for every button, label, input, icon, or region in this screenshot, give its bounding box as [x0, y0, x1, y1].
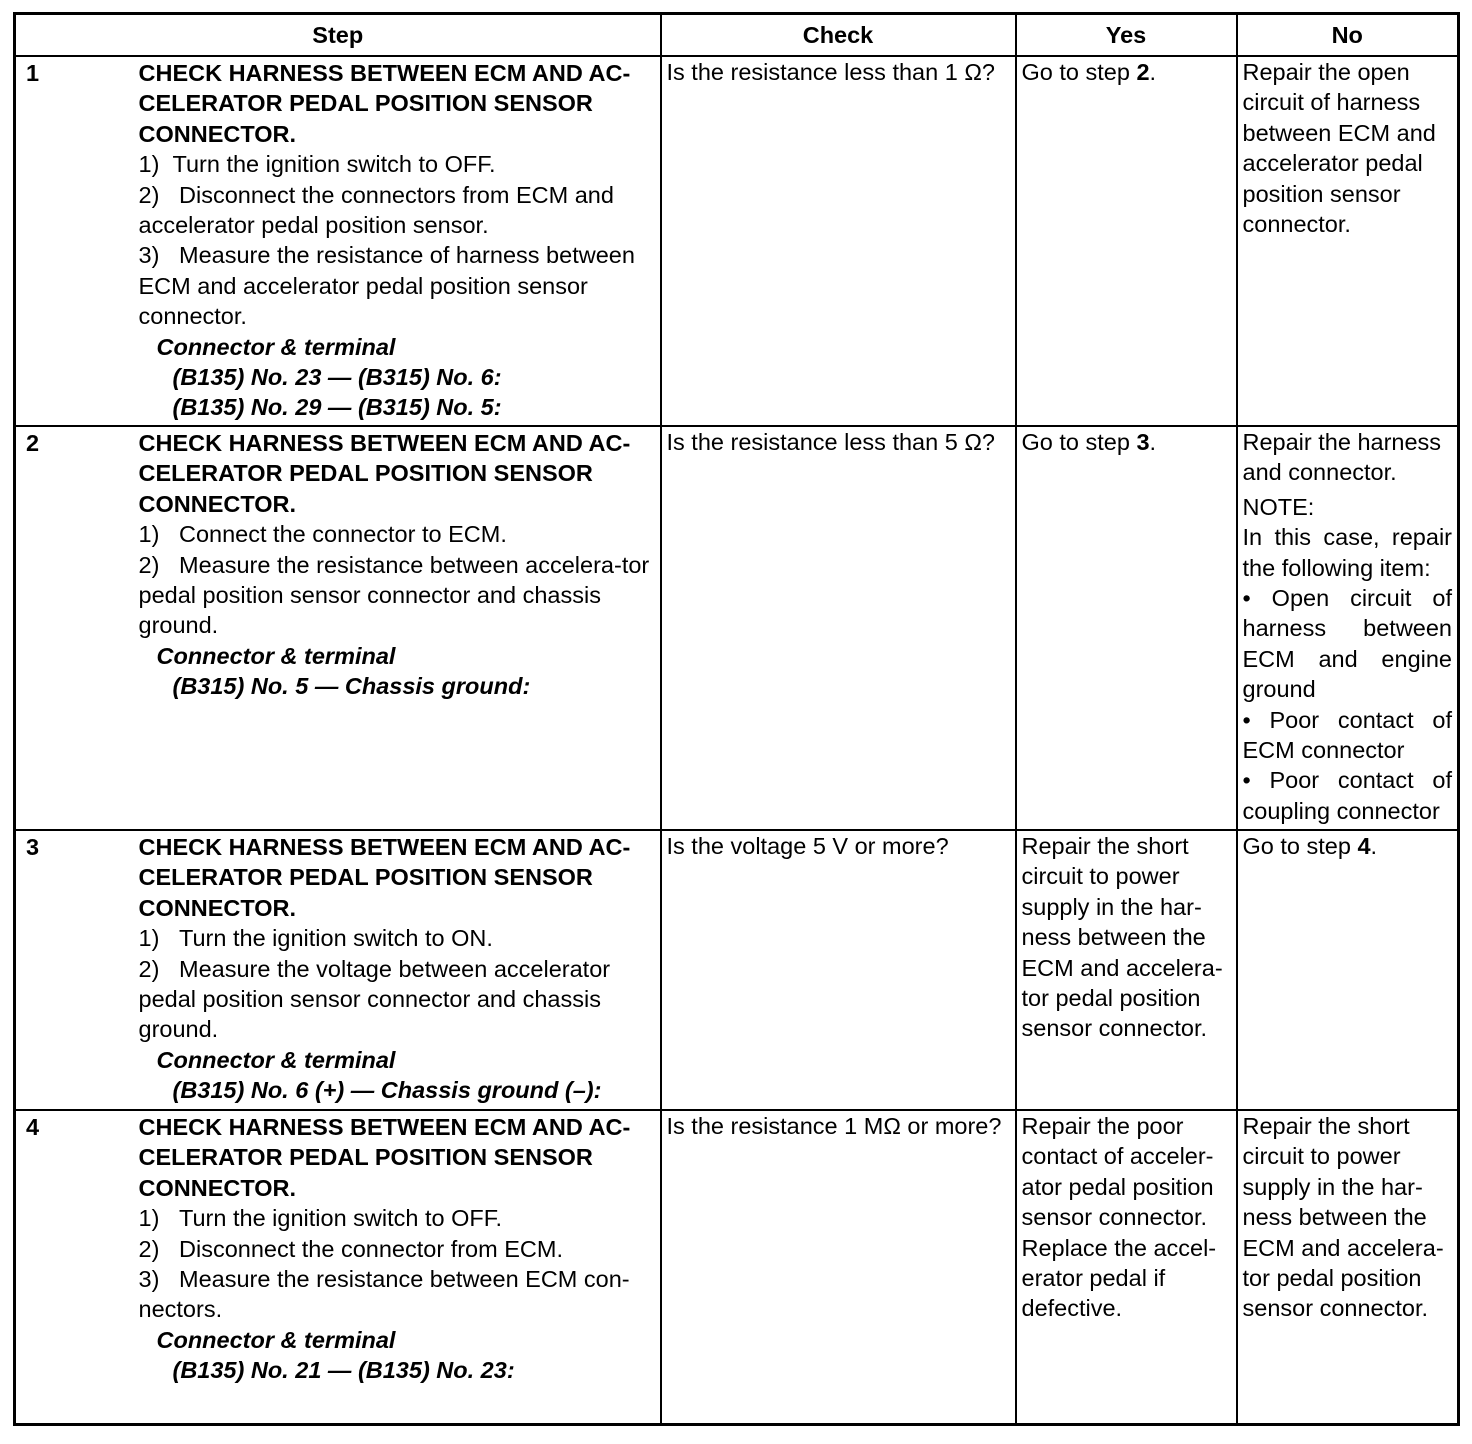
no-cell: Repair the open circuit of harness between ECM and accelerator pedal position sensor connector.: [1237, 56, 1459, 426]
substep-number: 2): [138, 955, 160, 982]
connector-heading: Connector & terminal: [156, 1046, 396, 1073]
substep: [139, 923, 651, 953]
table-row: [15, 426, 1459, 830]
substep: [139, 1203, 651, 1233]
check-cell: Is the resistance 1 MΩ or more?: [661, 1110, 1016, 1425]
goto-prefix: Go to step: [1021, 429, 1137, 455]
no-repair-text: Repair the harness and connector.: [1242, 429, 1442, 486]
terminal-pair: (B135) No. 23 — (B315) No. 6:: [172, 364, 502, 391]
substep-text: Measure the resistance between accelera-tor pedal position sensor connector and chassis ground.: [138, 551, 650, 639]
step-cell: [15, 1110, 661, 1425]
substep-number: 1): [138, 925, 160, 952]
note-item: • Open circuit of harness between ECM and engine ground: [1242, 585, 1452, 703]
header-yes: Yes: [1016, 14, 1237, 57]
substep-text: Measure the resistance between ECM con-nectors.: [138, 1266, 630, 1323]
substep-text: Turn the ignition switch to ON.: [179, 925, 493, 952]
note-label: NOTE:: [1242, 493, 1315, 520]
terminal-pair: (B315) No. 5 — Chassis ground:: [172, 673, 531, 700]
goto-prefix: Go to step: [1242, 833, 1358, 859]
step-title: CHECK HARNESS BETWEEN ECM AND AC-CELERATOR PEDAL POSITION SENSOR CONNECTOR.: [138, 834, 631, 921]
substep: [139, 954, 651, 1045]
goto-suffix: .: [1149, 429, 1157, 455]
no-cell: [1237, 830, 1459, 1110]
goto-step-number: 3: [1136, 429, 1150, 455]
step-cell: [15, 56, 661, 426]
note-item: • Poor contact of ECM connector: [1242, 706, 1452, 764]
no-cell: [1237, 426, 1459, 830]
goto-step-number: 4: [1357, 833, 1371, 859]
substep: [139, 1264, 651, 1325]
connector-heading: Connector & terminal: [156, 1326, 396, 1353]
step-cell: [15, 426, 661, 830]
substep-text: Turn the ignition switch to OFF.: [179, 1205, 503, 1232]
yes-cell: [1016, 426, 1237, 830]
substep-number: 1): [138, 1205, 160, 1232]
table-row: [15, 1110, 1459, 1425]
substep: [139, 519, 651, 549]
note-text: In this case, repair the following item:: [1242, 524, 1452, 581]
connector-heading: Connector & terminal: [156, 333, 396, 360]
header-row: [15, 14, 1459, 57]
header-no: No: [1237, 14, 1459, 57]
yes-cell: Repair the poor contact of acceler-ator pedal position sensor connector. Replace the accel-erator pedal if defective.: [1016, 1110, 1237, 1425]
step-title: CHECK HARNESS BETWEEN ECM AND AC-CELERATOR PEDAL POSITION SENSOR CONNECTOR.: [138, 60, 631, 147]
substep: [139, 1234, 651, 1264]
substep-text: Turn the ignition switch to OFF.: [172, 151, 496, 178]
substep-number: 2): [138, 551, 160, 578]
substep: [139, 550, 651, 641]
substep: [139, 240, 651, 331]
substep-text: Disconnect the connector from ECM.: [179, 1235, 563, 1262]
check-cell: Is the resistance less than 5 Ω?: [661, 426, 1016, 830]
header-step: Step: [15, 14, 661, 57]
substep-number: 1): [138, 151, 160, 178]
substep: [139, 149, 651, 179]
step-number: 1: [26, 60, 40, 86]
diagnostic-table: [13, 12, 1460, 1426]
step-number: 4: [26, 1114, 40, 1140]
goto-step-number: 2: [1136, 59, 1150, 85]
check-cell: Is the voltage 5 V or more?: [661, 830, 1016, 1110]
yes-cell: [1016, 56, 1237, 426]
step-title: CHECK HARNESS BETWEEN ECM AND AC-CELERATOR PEDAL POSITION SENSOR CONNECTOR.: [138, 1114, 631, 1201]
substep-number: 2): [138, 181, 160, 208]
terminal-pair: (B315) No. 6 (+) — Chassis ground (–):: [172, 1077, 602, 1104]
goto-suffix: .: [1149, 59, 1157, 85]
table-row: [15, 56, 1459, 426]
step-number: 3: [26, 834, 40, 860]
check-cell: Is the resistance less than 1 Ω?: [661, 56, 1016, 426]
yes-cell: Repair the short circuit to power supply in the har-ness between the ECM and accelera-tor pedal position sensor connector.: [1016, 830, 1237, 1110]
substep-text: Measure the voltage between accelerator pedal position sensor connector and chassis ground.: [138, 955, 611, 1043]
step-number: 2: [26, 430, 40, 456]
connector-heading: Connector & terminal: [156, 642, 396, 669]
substep-text: Measure the resistance of harness between ECM and accelerator pedal position sensor connector.: [138, 242, 635, 330]
goto-suffix: .: [1370, 833, 1378, 859]
note-item: • Poor contact of coupling connector: [1242, 767, 1452, 824]
terminal-pair: (B135) No. 21 — (B135) No. 23:: [172, 1357, 515, 1384]
table-row: [15, 830, 1459, 1110]
header-check: Check: [661, 14, 1016, 57]
no-cell: Repair the short circuit to power supply in the har-ness between the ECM and accelera-tor pedal position sensor connector.: [1237, 1110, 1459, 1425]
substep-number: 3): [138, 1266, 160, 1293]
substep-number: 3): [138, 242, 160, 269]
step-title: CHECK HARNESS BETWEEN ECM AND AC-CELERATOR PEDAL POSITION SENSOR CONNECTOR.: [138, 430, 631, 517]
substep-text: Disconnect the connectors from ECM and accelerator pedal position sensor.: [138, 181, 614, 239]
substep-number: 1): [138, 521, 160, 548]
substep-number: 2): [138, 1235, 160, 1262]
terminal-pair: (B135) No. 29 — (B315) No. 5:: [172, 394, 502, 421]
goto-prefix: Go to step: [1021, 59, 1137, 85]
substep-text: Connect the connector to ECM.: [179, 521, 507, 548]
step-cell: [15, 830, 661, 1110]
substep: [139, 180, 651, 241]
